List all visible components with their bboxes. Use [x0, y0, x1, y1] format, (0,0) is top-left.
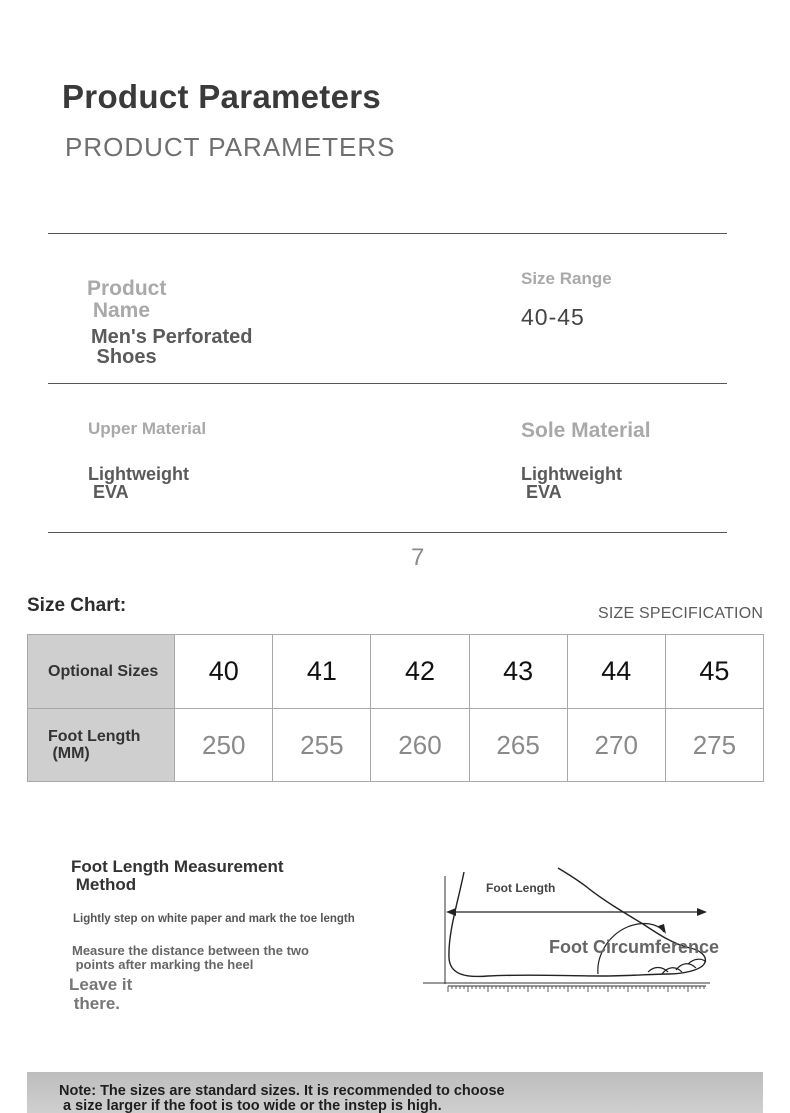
measurement-step-2: Measure the distance between the two points after marking the heel	[72, 943, 309, 972]
foot-circumference-label: Foot Circumference	[549, 937, 720, 957]
size-chart-title: Size Chart:	[27, 595, 127, 616]
size-specification-label: SIZE SPECIFICATION	[598, 605, 764, 622]
size-cell: 45	[665, 635, 763, 709]
divider-bottom	[48, 532, 727, 533]
toes-outline	[648, 959, 706, 974]
upper-material-value: Lightweight EVA	[88, 464, 189, 502]
length-cell: 265	[469, 709, 567, 782]
size-cell: 43	[469, 635, 567, 709]
sole-material-value: Lightweight EVA	[521, 464, 622, 502]
divider-top	[48, 233, 727, 234]
size-range-label: Size Range	[521, 269, 612, 288]
measurement-method-title: Foot Length Measurement Method	[71, 857, 284, 894]
divider-middle	[48, 383, 727, 384]
size-cell: 41	[273, 635, 371, 709]
size-cell: 42	[371, 635, 469, 709]
length-cell: 250	[175, 709, 273, 782]
product-name-label: Product Name	[87, 277, 167, 322]
foot-measurement-diagram	[418, 862, 718, 994]
circumference-arrow	[658, 924, 666, 934]
foot-length-diagram-label: Foot Length	[486, 881, 556, 895]
page-number: 7	[411, 544, 425, 571]
optional-sizes-header: Optional Sizes	[28, 635, 175, 709]
table-row-sizes	[28, 635, 764, 709]
table-row-foot-length	[28, 709, 764, 782]
length-cell: 260	[371, 709, 469, 782]
length-cell: 275	[665, 709, 763, 782]
page-subtitle: PRODUCT PARAMETERS	[65, 132, 396, 162]
sole-material-label: Sole Material	[521, 419, 651, 442]
measurement-step-1: Lightly step on white paper and mark the toe length	[73, 913, 355, 925]
product-name-value: Men's Perforated Shoes	[91, 326, 253, 368]
page-title: Product Parameters	[62, 78, 382, 115]
upper-material-label: Upper Material	[88, 419, 207, 438]
size-range-value: 40-45	[521, 304, 585, 330]
note-text: Note: The sizes are standard sizes. It is recommended to choose a size larger if the foot is too wide or the instep is high.	[59, 1083, 505, 1113]
size-table	[27, 634, 764, 782]
size-cell: 40	[175, 635, 273, 709]
arrow-head-right	[697, 908, 707, 916]
foot-length-header: Foot Length (MM)	[28, 709, 175, 782]
size-cell: 44	[567, 635, 665, 709]
measurement-step-3: Leave it there.	[69, 975, 133, 1013]
ruler-ticks	[448, 986, 704, 992]
length-cell: 255	[273, 709, 371, 782]
length-cell: 270	[567, 709, 665, 782]
